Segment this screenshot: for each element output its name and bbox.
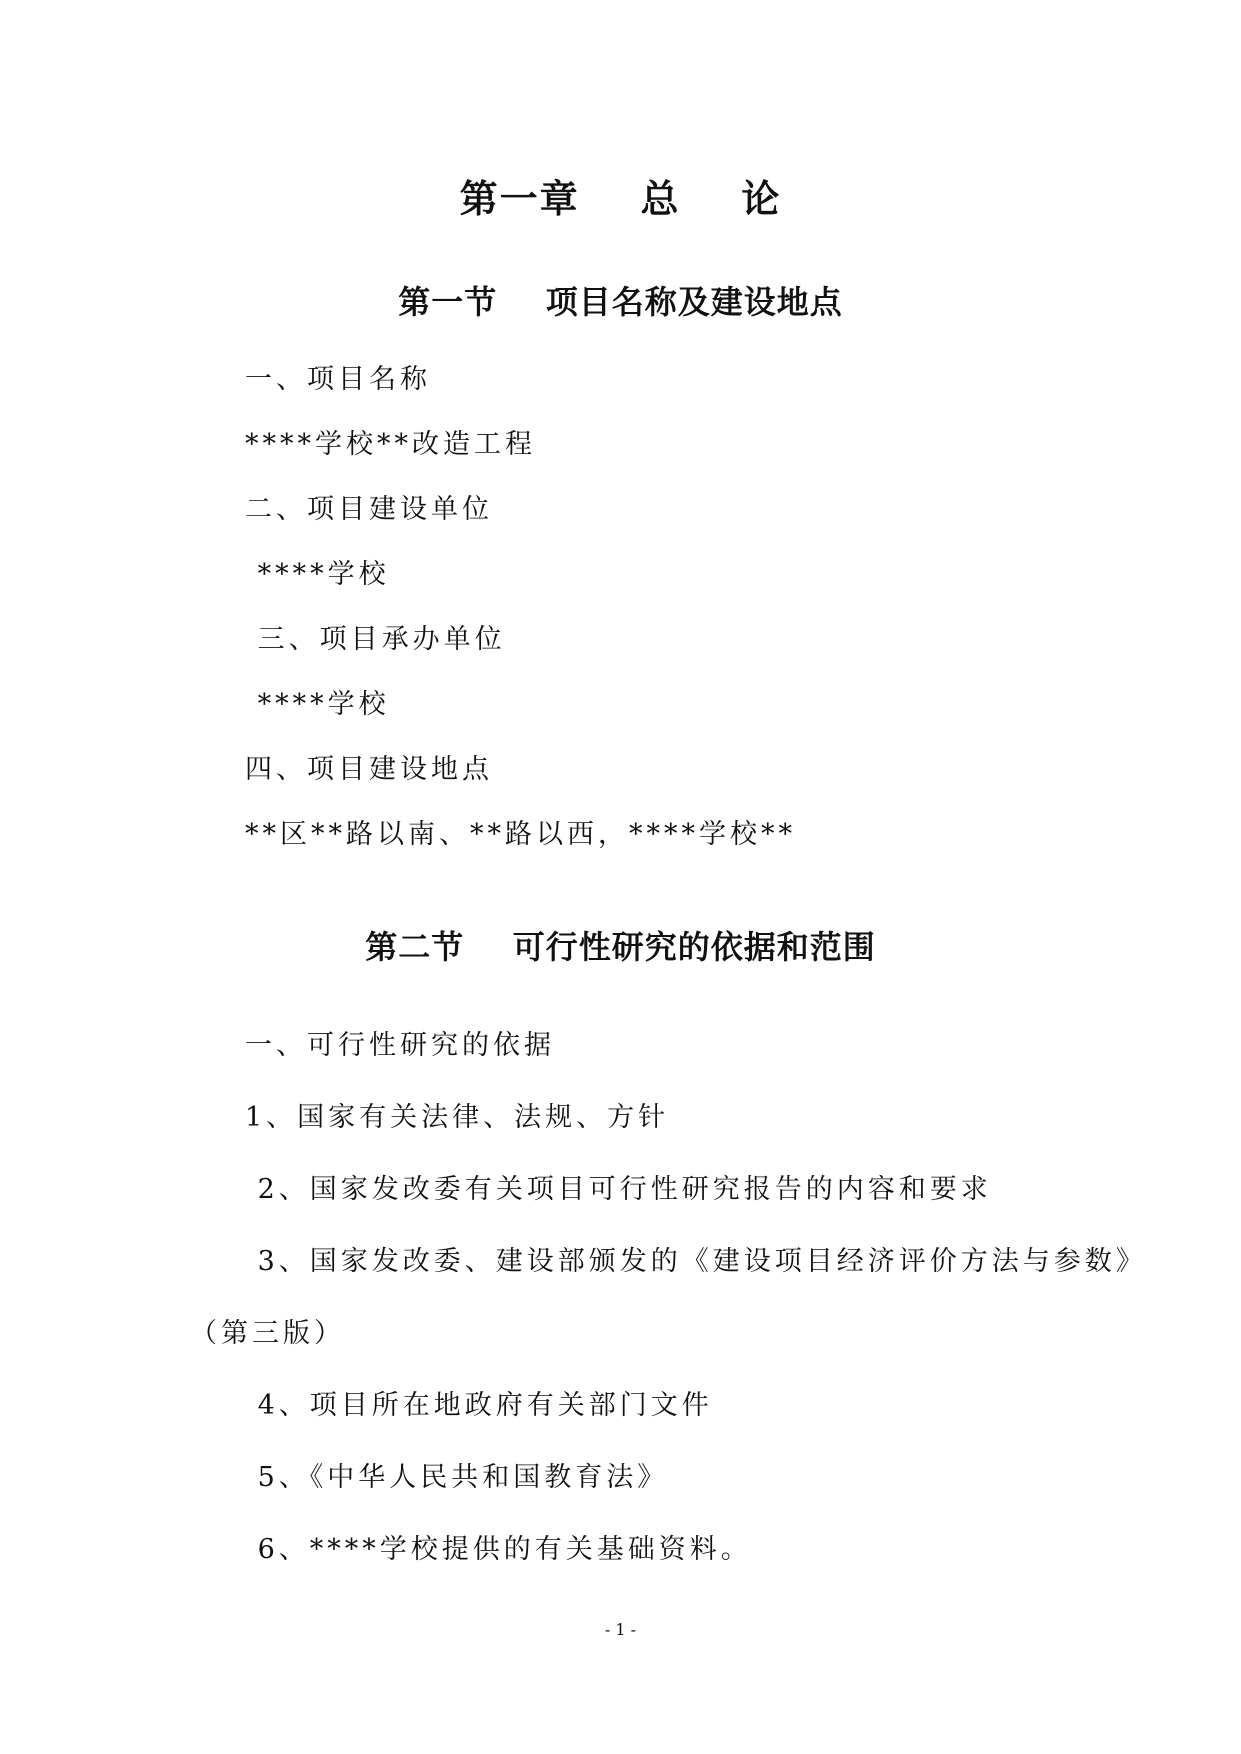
heading-construction-unit: 二、项目建设单位 [245, 494, 493, 525]
heading-undertaking-unit: 三、项目承办单位 [245, 624, 506, 655]
chapter-title: 第一章 总 论 [459, 176, 782, 221]
basis-item-4: 4、项目所在地政府有关部门文件 [245, 1390, 713, 1421]
basis-item-1: 1、国家有关法律、法规、方针 [245, 1102, 670, 1133]
undertaking-unit-value: ****学校 [245, 689, 390, 720]
page-number: - 1 - [604, 1620, 637, 1639]
basis-item-6: 6、****学校提供的有关基础资料。 [245, 1534, 752, 1565]
section-title-2: 第二节 可行性研究的依据和范围 [365, 928, 876, 966]
basis-item-2: 2、国家发改委有关项目可行性研究报告的内容和要求 [245, 1174, 992, 1205]
heading-construction-site: 四、项目建设地点 [245, 754, 493, 785]
basis-item-5: 5、《中华人民共和国教育法》 [245, 1462, 669, 1493]
basis-item-3: 3、国家发改委、建设部颁发的《建设项目经济评价方法与参数》 [245, 1246, 1147, 1277]
heading-feasibility-basis: 一、可行性研究的依据 [245, 1030, 555, 1061]
construction-site-value: **区**路以南、**路以西，****学校** [245, 819, 796, 850]
project-name-value: ****学校**改造工程 [245, 429, 536, 460]
section-title-1: 第一节 项目名称及建设地点 [398, 283, 843, 321]
basis-item-3-continued: （第三版） [190, 1318, 345, 1349]
construction-unit-value: ****学校 [245, 559, 390, 590]
heading-project-name: 一、项目名称 [245, 364, 431, 395]
